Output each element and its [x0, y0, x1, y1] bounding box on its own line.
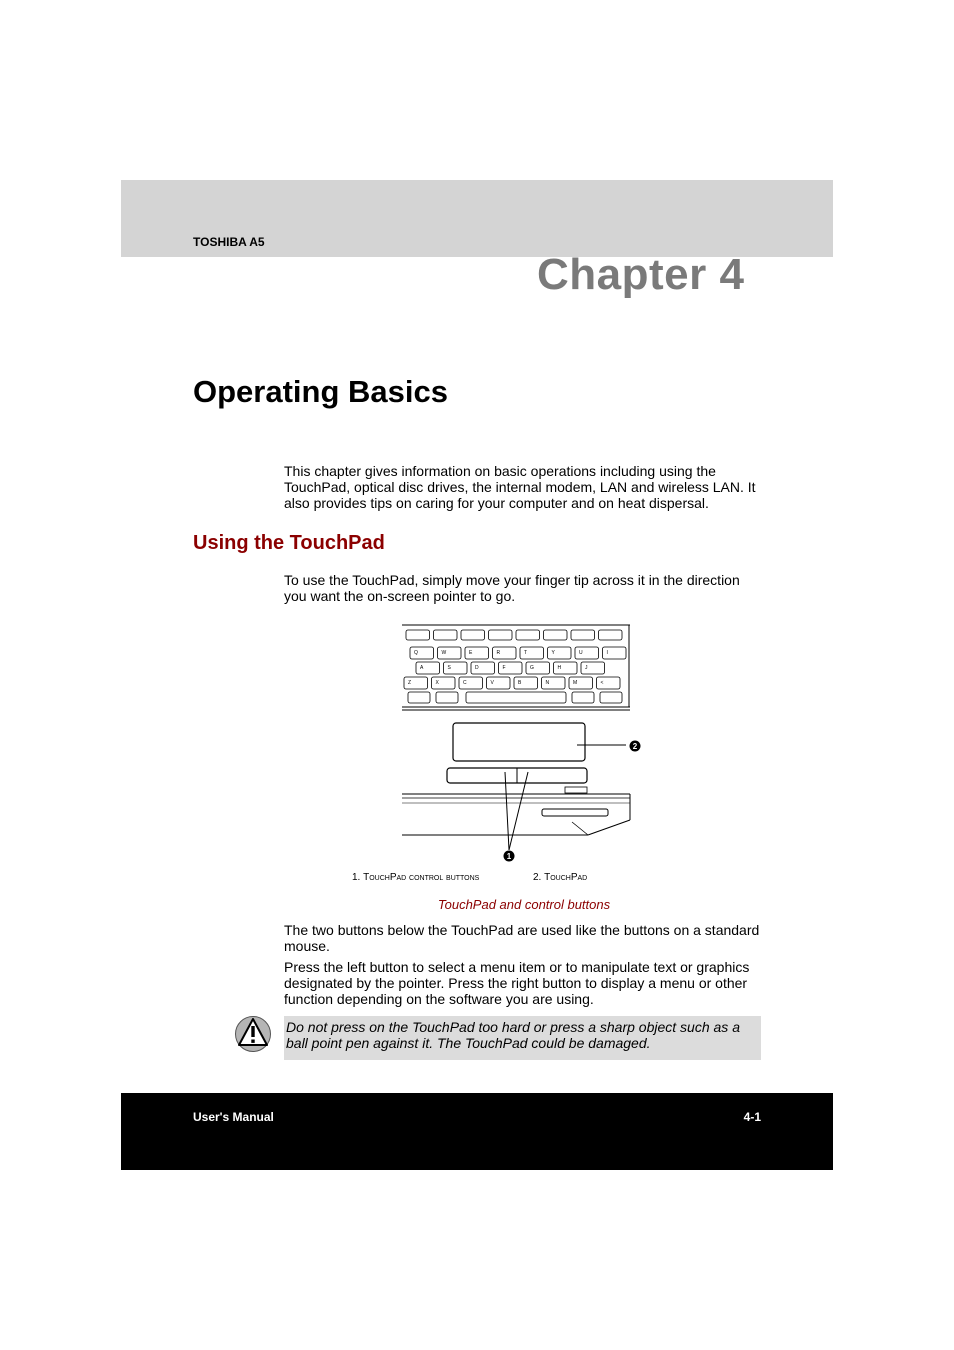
keyboard-key — [434, 630, 458, 640]
legend-label: TouchPad control buttons — [363, 872, 480, 883]
warning-text: Do not press on the TouchPad too hard or press a sharp object such as a ball point pen against it. The TouchPad could be damaged. — [286, 1019, 740, 1051]
buttons-usage-paragraph: Press the left button to select a menu item or to manipulate text or graphics designated by the pointer. Press the right button to display a menu or other function depending on the software you are using. — [284, 959, 750, 1007]
keyboard-key — [436, 692, 458, 703]
legend-number: 1. — [352, 872, 361, 883]
keyboard-key-label: H — [557, 665, 562, 671]
keyboard-key — [406, 630, 430, 640]
callout-1-label: 1 — [506, 852, 512, 861]
callout-2-label: 2 — [632, 742, 638, 751]
warning-box — [284, 1016, 761, 1060]
keyboard-key-label: X — [435, 680, 439, 686]
keyboard-key-label: J — [585, 665, 588, 671]
keyboard-key-label: T — [524, 650, 528, 656]
keyboard-key-label: W — [441, 650, 447, 656]
keyboard-key-label: G — [530, 665, 534, 671]
keyboard-key — [461, 630, 485, 640]
keyboard-key-label: F — [502, 665, 506, 671]
section-heading: Using the TouchPad — [193, 532, 385, 554]
keyboard-key-label: Y — [551, 650, 555, 656]
keyboard-key — [516, 630, 540, 640]
keyboard-key-label: C — [463, 680, 467, 686]
chapter-label: Chapter 4 — [537, 250, 745, 299]
keyboard-key-label: A — [420, 665, 424, 671]
keyboard-key-label: V — [490, 680, 494, 686]
touchpad-illustration — [400, 622, 650, 867]
keyboard-key-label: B — [518, 680, 522, 686]
keyboard-key-label: U — [579, 650, 583, 656]
keyboard-key-label: N — [545, 680, 550, 686]
keyboard-keys — [404, 630, 626, 703]
keyboard-key-label: S — [447, 665, 451, 671]
page-title: Operating Basics — [193, 374, 448, 409]
warning-icon — [233, 1014, 273, 1054]
page-number: 4-1 — [743, 1110, 761, 1124]
keyboard-key — [544, 630, 568, 640]
keyboard-key-label: D — [475, 665, 479, 671]
footer-manual-label: User's Manual — [193, 1110, 274, 1124]
keyboard-key-label: < — [600, 680, 604, 686]
keyboard-key-label: R — [496, 650, 501, 656]
touchpad-intro-paragraph: To use the TouchPad, simply move your finger tip across it in the direction you want the on-screen pointer to go. — [284, 572, 740, 604]
legend-label: TouchPad — [544, 872, 588, 883]
touchpad-figure — [400, 622, 650, 867]
keyboard-key — [408, 692, 430, 703]
intro-paragraph: This chapter gives information on basic operations including using the TouchPad, optical disc drives, the internal modem, LAN and wireless LAN. It also provides tips on caring for your computer and on heat dispersal. — [284, 463, 756, 511]
keyboard-key — [600, 692, 622, 703]
product-name: TOSHIBA A5 — [193, 235, 265, 249]
keyboard-key-label: Q — [414, 650, 418, 656]
keyboard-key-label: E — [469, 650, 473, 656]
footer-band — [121, 1093, 833, 1170]
legend-item-2 — [533, 872, 587, 883]
legend-item-1 — [352, 872, 479, 883]
keyboard-key — [599, 630, 623, 640]
keyboard-key — [489, 630, 513, 640]
touchpad-surface — [453, 723, 585, 761]
legend-number: 2. — [533, 872, 542, 883]
header-band — [121, 180, 833, 257]
keyboard-key — [466, 692, 566, 703]
keyboard-key-label: Z — [408, 680, 412, 686]
keyboard-key-label: M — [573, 680, 578, 686]
keyboard-key — [571, 630, 595, 640]
keyboard-key — [572, 692, 594, 703]
figure-caption: TouchPad and control buttons — [437, 897, 611, 912]
keyboard-key-label: I — [606, 650, 608, 656]
buttons-paragraph: The two buttons below the TouchPad are used like the buttons on a standard mouse. — [284, 922, 760, 954]
